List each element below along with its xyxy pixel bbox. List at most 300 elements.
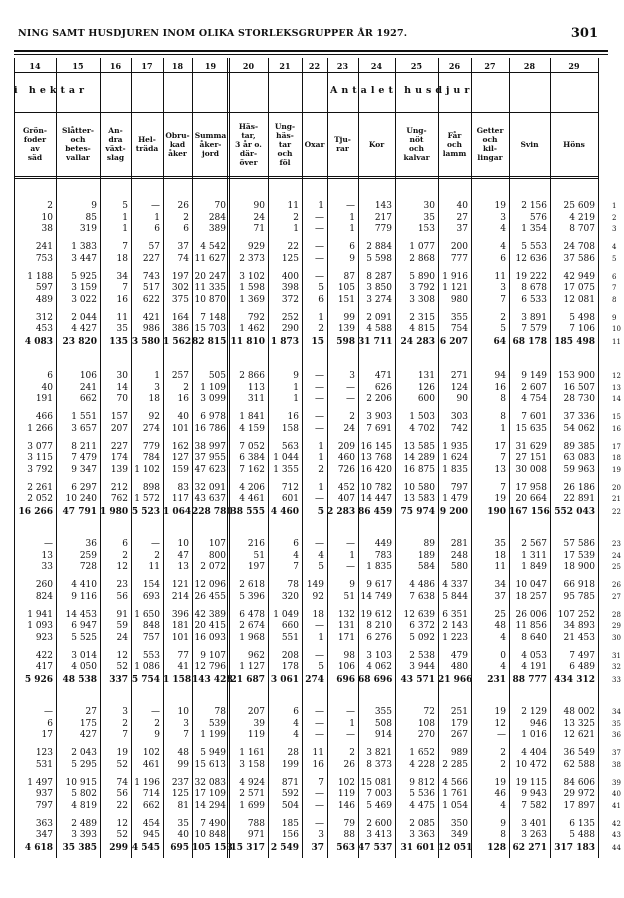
- table-cell: 2: [318, 324, 324, 335]
- table-cell: 216: [247, 539, 265, 549]
- total-cell: 274: [305, 675, 324, 685]
- table-cell: 937: [35, 789, 53, 800]
- table-cell: 349: [450, 830, 468, 841]
- table-cell: 4 062: [366, 662, 392, 673]
- column-number: 22: [308, 61, 321, 71]
- table-cell: 3 903: [366, 412, 392, 423]
- total-cell: 552 043: [554, 507, 595, 517]
- table-cell: 1 572: [134, 494, 160, 505]
- table-cell: 27: [85, 707, 97, 717]
- table-cell: 9 812: [409, 777, 435, 788]
- table-cell: 131: [417, 371, 435, 381]
- table-cell: 5 925: [71, 271, 97, 282]
- table-cell: 181: [171, 621, 189, 632]
- table-cell: 3: [318, 830, 324, 841]
- table-cell: 1: [293, 382, 299, 393]
- table-cell: 162: [171, 441, 189, 452]
- total-cell: 1 562: [163, 337, 192, 347]
- table-cell: 1 369: [239, 294, 265, 305]
- table-cell: 962: [247, 650, 265, 661]
- table-cell: 3: [122, 707, 128, 717]
- table-cell: 2 072: [200, 562, 226, 573]
- total-cell: 190: [487, 507, 506, 517]
- row-number: 40: [612, 790, 621, 799]
- table-cell: 7: [500, 453, 506, 464]
- table-cell: 12: [116, 818, 128, 829]
- table-cell: 1 835: [442, 464, 468, 475]
- table-cell: 466: [35, 412, 53, 423]
- table-cell: —: [315, 621, 324, 632]
- table-cell: 479: [450, 650, 468, 661]
- table-cell: 6 478: [239, 609, 265, 620]
- table-cell: 848: [142, 621, 160, 632]
- table-cell: 3 891: [521, 312, 547, 323]
- table-cell: 4 924: [239, 777, 265, 788]
- table-cell: 1 121: [442, 283, 468, 294]
- table-cell: —: [315, 800, 324, 811]
- table-cell: 2 600: [366, 818, 392, 829]
- row-number: 41: [612, 801, 621, 810]
- total-cell: 88 777: [512, 675, 547, 685]
- column-header: Hel- träda: [135, 135, 159, 153]
- column-number: 18: [171, 61, 184, 71]
- table-cell: 10 915: [65, 777, 97, 788]
- table-cell: 14 447: [360, 494, 392, 505]
- table-cell: —: [315, 253, 324, 264]
- table-cell: 6: [47, 371, 53, 381]
- table-cell: 4 228: [409, 759, 435, 770]
- table-cell: 363: [35, 818, 53, 829]
- table-cell: 4 754: [521, 394, 547, 405]
- table-cell: 4 053: [521, 650, 547, 661]
- table-cell: 9: [91, 201, 97, 211]
- table-cell: 197: [171, 271, 189, 282]
- table-cell: 539: [208, 718, 226, 729]
- table-cell: 32 083: [194, 777, 226, 788]
- table-cell: 2 567: [521, 539, 547, 549]
- table-cell: 51: [343, 591, 355, 602]
- table-cell: 4 191: [521, 662, 547, 673]
- table-cell: 227: [110, 441, 128, 452]
- total-cell: 143 428: [192, 675, 233, 685]
- table-cell: 9 617: [366, 580, 392, 591]
- total-cell: 5 523: [131, 507, 160, 517]
- table-cell: 726: [337, 464, 355, 475]
- table-cell: 270: [417, 730, 435, 741]
- total-cell: 12 051: [438, 843, 473, 853]
- table-cell: 4 410: [71, 580, 97, 591]
- table-cell: 102: [337, 777, 355, 788]
- row-number: 44: [612, 844, 621, 852]
- table-cell: 923: [35, 632, 53, 643]
- total-cell: 2 549: [270, 843, 299, 853]
- table-cell: 2 285: [442, 759, 468, 770]
- table-cell: 146: [337, 800, 355, 811]
- table-cell: 85: [85, 212, 97, 223]
- table-cell: 3 103: [366, 650, 392, 661]
- column-header: Svin: [520, 139, 539, 149]
- table-cell: 6: [293, 539, 299, 549]
- table-cell: 2: [318, 464, 324, 475]
- table-cell: 4 404: [521, 748, 547, 759]
- table-cell: 1 652: [409, 748, 435, 759]
- top-rule-thin: [14, 54, 608, 55]
- table-cell: 123: [35, 748, 53, 759]
- table-cell: 5 488: [569, 830, 595, 841]
- table-cell: 7: [293, 562, 299, 573]
- row-number: 5: [612, 254, 617, 263]
- table-cell: 12 796: [194, 662, 226, 673]
- table-cell: —: [315, 212, 324, 223]
- row-number: 36: [612, 731, 621, 740]
- table-cell: 156: [281, 830, 299, 841]
- table-cell: 88: [343, 830, 355, 841]
- table-cell: 185: [281, 818, 299, 829]
- table-cell: 8: [500, 412, 506, 423]
- row-number: 20: [612, 483, 621, 492]
- table-cell: 8: [500, 830, 506, 841]
- table-cell: 1 503: [409, 412, 435, 423]
- table-cell: 1 761: [442, 789, 468, 800]
- table-cell: 714: [142, 789, 160, 800]
- row-number: 15: [612, 413, 621, 422]
- table-cell: 779: [374, 224, 392, 235]
- table-cell: 553: [142, 650, 160, 661]
- table-cell: 1 093: [27, 621, 53, 632]
- table-cell: 779: [142, 441, 160, 452]
- table-cell: 11: [287, 201, 299, 211]
- table-cell: 6 978: [200, 412, 226, 423]
- column-header: Ung- nöt och kalvar: [403, 126, 430, 162]
- table-cell: 4 542: [200, 242, 226, 253]
- table-cell: 6 384: [239, 453, 265, 464]
- table-cell: 3 158: [239, 759, 265, 770]
- table-cell: 90: [456, 394, 468, 405]
- table-cell: 13 768: [360, 453, 392, 464]
- table-cell: —: [315, 818, 324, 829]
- table-cell: 19 115: [515, 777, 547, 788]
- table-cell: 214: [171, 591, 189, 602]
- table-cell: 27 151: [515, 453, 547, 464]
- table-cell: 728: [79, 562, 97, 573]
- table-cell: 90: [253, 201, 265, 211]
- table-cell: 6 276: [366, 632, 392, 643]
- table-cell: 1 109: [200, 382, 226, 393]
- table-cell: —: [346, 394, 355, 405]
- table-cell: 1: [154, 212, 160, 223]
- table-cell: 107: [208, 539, 226, 549]
- table-cell: 712: [281, 482, 299, 493]
- table-cell: 2: [47, 201, 53, 211]
- row-number: 21: [612, 495, 621, 504]
- table-cell: 3 401: [521, 818, 547, 829]
- total-cell: 5: [317, 507, 324, 517]
- table-cell: 320: [281, 591, 299, 602]
- table-cell: 267: [450, 730, 468, 741]
- total-cell: 4 545: [131, 843, 160, 853]
- table-cell: —: [315, 412, 324, 423]
- total-cell: 3 580: [131, 337, 160, 347]
- table-cell: 16 786: [194, 423, 226, 434]
- table-cell: 4 588: [366, 324, 392, 335]
- total-cell: 15 317: [230, 843, 265, 853]
- table-cell: 1: [349, 224, 355, 235]
- table-cell: 929: [247, 242, 265, 253]
- table-cell: 32 091: [194, 482, 226, 493]
- table-cell: 56: [116, 789, 128, 800]
- table-cell: 79: [343, 818, 355, 829]
- table-cell: 453: [35, 324, 53, 335]
- column-header: Getter och kil- lingar: [476, 126, 504, 162]
- table-cell: 3: [183, 718, 189, 729]
- table-cell: 99: [177, 759, 189, 770]
- table-cell: —: [315, 650, 324, 661]
- table-cell: 43 637: [194, 494, 226, 505]
- table-cell: 3: [154, 382, 160, 393]
- total-cell: 21 966: [438, 675, 473, 685]
- column-header: Häs- tar, 3 år o. där- över: [235, 121, 262, 167]
- table-cell: 12: [116, 562, 128, 573]
- table-cell: 35: [116, 324, 128, 335]
- table-cell: 584: [417, 562, 435, 573]
- table-cell: 626: [374, 382, 392, 393]
- total-cell: 68 178: [512, 337, 547, 347]
- table-cell: 208: [281, 650, 299, 661]
- table-cell: 5: [318, 562, 324, 573]
- table-cell: 12 621: [563, 730, 595, 741]
- total-cell: 11 810: [230, 337, 265, 347]
- table-cell: 3 850: [366, 283, 392, 294]
- table-cell: 662: [79, 394, 97, 405]
- table-cell: 139: [110, 464, 128, 475]
- table-cell: 9: [154, 730, 160, 741]
- table-cell: —: [315, 423, 324, 434]
- table-cell: 37: [456, 224, 468, 235]
- table-cell: 7 148: [200, 312, 226, 323]
- table-cell: 37 586: [563, 253, 595, 264]
- table-cell: 3 363: [409, 830, 435, 841]
- table-cell: —: [315, 242, 324, 253]
- column-number: 24: [370, 61, 383, 71]
- table-cell: 762: [110, 494, 128, 505]
- table-cell: 101: [171, 632, 189, 643]
- table-cell: 191: [35, 394, 53, 405]
- table-cell: 47 623: [194, 464, 226, 475]
- table-cell: 12 636: [515, 253, 547, 264]
- table-cell: 29 972: [563, 789, 595, 800]
- table-cell: 40: [177, 412, 189, 423]
- table-cell: 375: [171, 294, 189, 305]
- table-cell: 20 247: [194, 271, 226, 282]
- table-cell: 2 043: [71, 748, 97, 759]
- table-cell: 70: [214, 201, 226, 211]
- table-cell: 171: [337, 632, 355, 643]
- table-cell: 6: [154, 224, 160, 235]
- total-cell: 47 537: [358, 843, 393, 853]
- table-cell: 7 479: [71, 453, 97, 464]
- total-cell: 128: [487, 843, 506, 853]
- table-cell: 3 077: [27, 441, 53, 452]
- table-cell: 15 081: [360, 777, 392, 788]
- row-number: 24: [612, 551, 621, 560]
- table-cell: 2: [122, 718, 128, 729]
- table-cell: 12 639: [403, 609, 435, 620]
- table-cell: 92: [148, 412, 160, 423]
- table-cell: 3: [500, 283, 506, 294]
- table-cell: 217: [374, 212, 392, 223]
- table-cell: 1 077: [409, 242, 435, 253]
- table-cell: 35: [177, 818, 189, 829]
- table-cell: 10 472: [515, 759, 547, 770]
- table-cell: 13: [177, 562, 189, 573]
- table-cell: 800: [208, 550, 226, 561]
- table-cell: 986: [142, 324, 160, 335]
- table-cell: 11: [148, 562, 160, 573]
- table-cell: 197: [247, 562, 265, 573]
- table-cell: 7 490: [200, 818, 226, 829]
- table-cell: 16 093: [194, 632, 226, 643]
- table-cell: 40: [177, 830, 189, 841]
- table-cell: 422: [35, 650, 53, 661]
- table-cell: 824: [35, 591, 53, 602]
- table-cell: 38 997: [194, 441, 226, 452]
- row-number: 2: [612, 213, 617, 222]
- table-cell: 17: [494, 441, 506, 452]
- table-cell: 2: [154, 718, 160, 729]
- table-cell: 107 252: [557, 609, 595, 620]
- table-cell: 5 802: [71, 789, 97, 800]
- table-cell: —: [346, 730, 355, 741]
- table-cell: 4 427: [71, 324, 97, 335]
- table-cell: 6 135: [569, 818, 595, 829]
- table-cell: 13 325: [563, 718, 595, 729]
- total-cell: 35 385: [62, 843, 97, 853]
- table-cell: 9 943: [521, 789, 547, 800]
- table-cell: 10 047: [515, 580, 547, 591]
- table-cell: 8: [500, 394, 506, 405]
- table-cell: 37: [494, 591, 506, 602]
- column-number: 23: [336, 61, 349, 71]
- table-cell: 89 385: [563, 441, 595, 452]
- row-number: 35: [612, 719, 621, 728]
- table-cell: 17: [41, 730, 53, 741]
- table-cell: 989: [450, 748, 468, 759]
- total-cell: 1 064: [163, 507, 192, 517]
- table-cell: 23: [116, 580, 128, 591]
- table-cell: 74: [177, 253, 189, 264]
- table-cell: 4 566: [442, 777, 468, 788]
- table-cell: 1: [318, 482, 324, 493]
- table-cell: 70: [116, 394, 128, 405]
- table-cell: 22: [287, 242, 299, 253]
- table-cell: 290: [281, 324, 299, 335]
- table-cell: 124: [450, 382, 468, 393]
- column-number: 29: [568, 61, 580, 71]
- table-cell: 164: [171, 312, 189, 323]
- table-cell: 1: [293, 224, 299, 235]
- row-number: 25: [612, 563, 621, 572]
- row-number: 42: [612, 819, 621, 828]
- table-cell: 284: [208, 212, 226, 223]
- table-cell: 508: [374, 718, 392, 729]
- table-cell: 207: [110, 423, 128, 434]
- table-cell: 1: [293, 394, 299, 405]
- table-cell: 355: [450, 312, 468, 323]
- table-cell: 7 601: [521, 412, 547, 423]
- row-number: 13: [612, 383, 621, 392]
- table-cell: 14 294: [194, 800, 226, 811]
- table-cell: 3 447: [71, 253, 97, 264]
- table-cell: 38: [41, 224, 53, 235]
- table-cell: 372: [281, 294, 299, 305]
- total-cell: 21 687: [230, 675, 265, 685]
- table-cell: 26: [177, 201, 189, 211]
- table-cell: 52: [116, 830, 128, 841]
- table-cell: 777: [450, 253, 468, 264]
- table-cell: —: [315, 718, 324, 729]
- table-cell: 2: [122, 550, 128, 561]
- column-header: Höns: [563, 139, 585, 149]
- total-cell: 68 696: [358, 675, 393, 685]
- table-cell: 207: [247, 707, 265, 717]
- table-cell: 5 949: [200, 748, 226, 759]
- table-cell: 35: [423, 212, 435, 223]
- column-number: 28: [523, 61, 536, 71]
- table-cell: 37 336: [563, 412, 595, 423]
- total-cell: 434 312: [554, 675, 595, 685]
- table-cell: 4: [500, 242, 506, 253]
- table-cell: 5 598: [366, 253, 392, 264]
- table-cell: 1 551: [71, 412, 97, 423]
- table-cell: 37 955: [194, 453, 226, 464]
- table-cell: 2 866: [239, 371, 265, 381]
- table-cell: 106: [79, 371, 97, 381]
- table-cell: 8 287: [366, 271, 392, 282]
- table-cell: 27: [456, 212, 468, 223]
- table-cell: 2: [500, 748, 506, 759]
- table-cell: 13: [41, 550, 53, 561]
- table-cell: 15 613: [194, 759, 226, 770]
- table-cell: 6: [183, 224, 189, 235]
- table-cell: —: [315, 539, 324, 549]
- row-number: 16: [612, 424, 621, 433]
- table-cell: 2 315: [409, 312, 435, 323]
- table-cell: 3 274: [366, 294, 392, 305]
- table-cell: 13 585: [403, 441, 435, 452]
- table-cell: 28: [287, 748, 299, 759]
- table-cell: 15 703: [194, 324, 226, 335]
- table-cell: 92: [312, 591, 324, 602]
- total-cell: 48 538: [62, 675, 97, 685]
- table-cell: 3 413: [366, 830, 392, 841]
- page-title: NING SAMT HUSDJUREN INOM OLIKA STORLEKSGRUPPER ÅR 1927.: [18, 28, 408, 39]
- table-cell: 40: [41, 382, 53, 393]
- table-cell: 347: [35, 830, 53, 841]
- table-cell: —: [44, 539, 53, 549]
- table-cell: 19: [116, 748, 128, 759]
- table-cell: 1: [122, 224, 128, 235]
- table-cell: 271: [450, 371, 468, 381]
- table-cell: 3 821: [366, 748, 392, 759]
- table-cell: 17 109: [194, 789, 226, 800]
- table-cell: 24: [116, 632, 128, 643]
- table-cell: 154: [142, 580, 160, 591]
- table-cell: 1 049: [273, 609, 299, 620]
- table-cell: 6: [349, 242, 355, 253]
- table-cell: 355: [374, 707, 392, 717]
- row-number: 4: [612, 243, 617, 252]
- table-cell: 72: [423, 707, 435, 717]
